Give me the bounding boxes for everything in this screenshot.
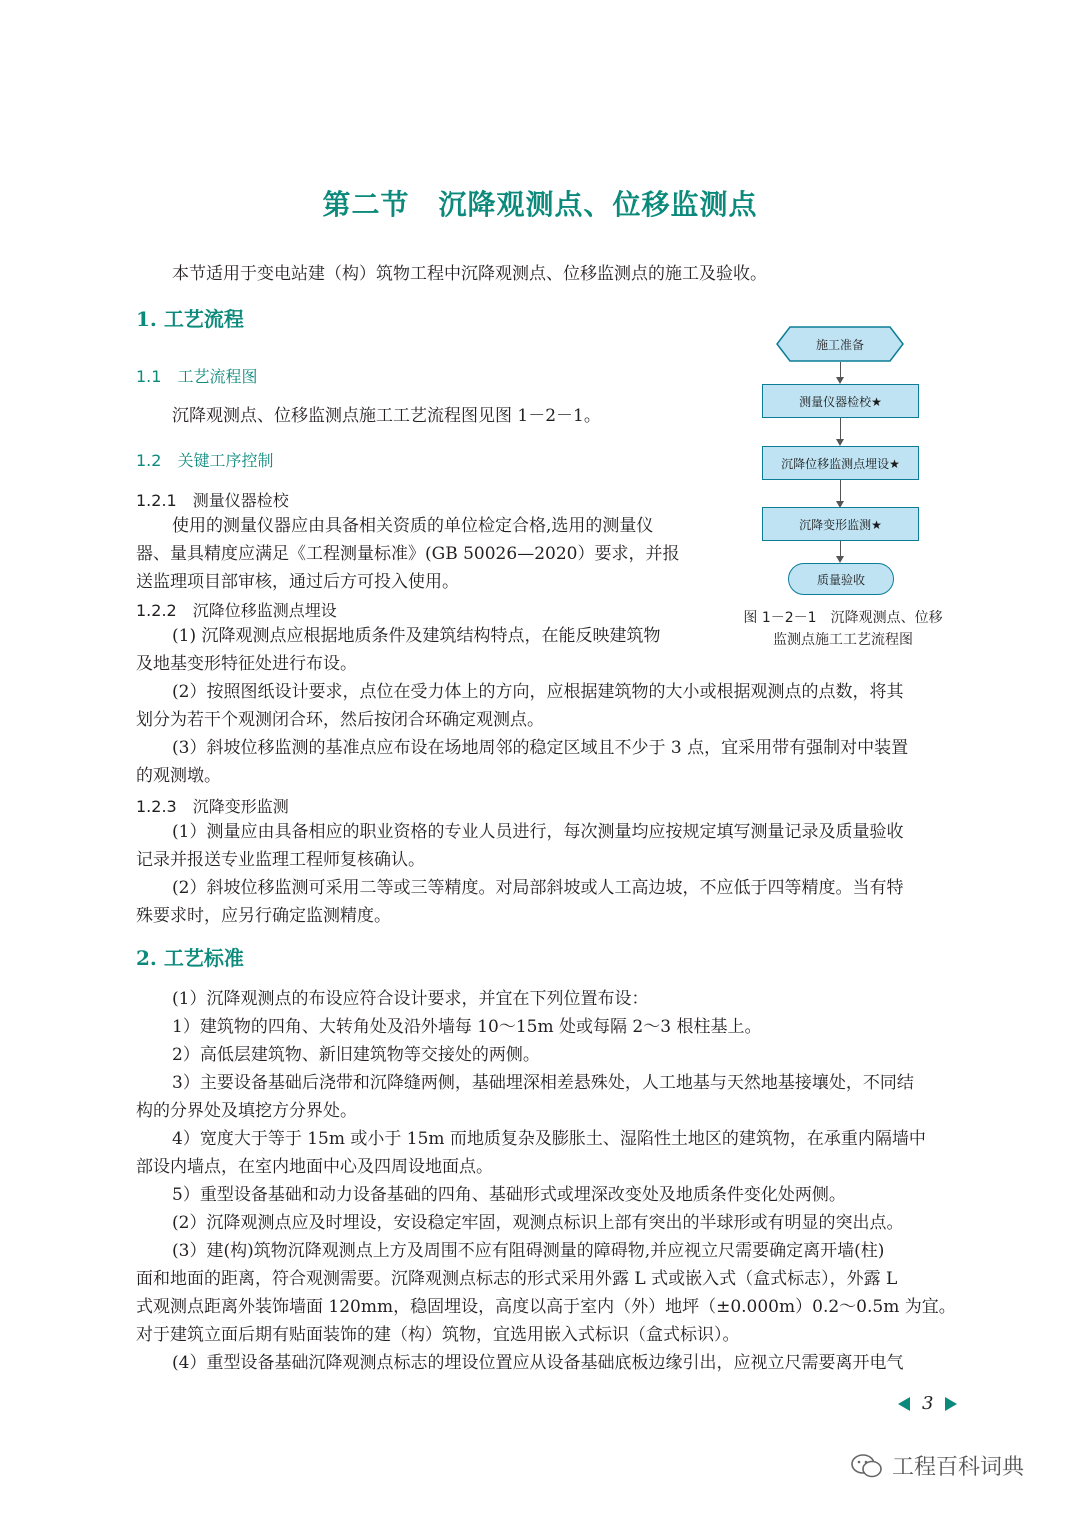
flowchart-reference: 沉降观测点、位移监测点施工工艺流程图见图 1－2－1。 [172, 406, 601, 426]
heading-process-flow: 1. 工艺流程 [136, 307, 244, 331]
paragraph-monitoring-2: (2）斜坡位移监测可采用二等或三等精度。对局部斜坡或人工高边坡，不应低于四等精度。当有特 殊要求时，应另行确定监测精度。 [136, 878, 904, 926]
flow-step-monitoring: 沉降变形监测★ [762, 507, 919, 541]
intro-paragraph: 本节适用于变电站建（构）筑物工程中沉降观测点、位移监测点的施工及验收。 [172, 264, 767, 284]
paragraph-embedding-2: (2）按照图纸设计要求，点位在受力体上的方向，应根据建筑物的大小或根据观测点的点数，将其 划分为若干个观测闭合环，然后按闭合环确定观测点。 [136, 682, 904, 730]
paragraph-monitoring-1: (1）测量应由具备相应的职业资格的专业人员进行，每次测量均应按规定填写测量记录及质量验收 记录并报送专业监理工程师复核确认。 [136, 822, 904, 870]
previous-page-icon[interactable] [898, 1397, 910, 1411]
page-number: 3 [922, 1393, 934, 1414]
heading-instrument-calibration: 1.2.1 测量仪器检校 [136, 491, 289, 510]
paragraph-instrument-calibration: 使用的测量仪器应由具备相关资质的单位检定合格,选用的测量仪 器、量具精度应满足《工程测量标准》(GB 50026—2020）要求，并报 送监理项目部审核，通过后方可投入使用。 [136, 516, 680, 592]
flow-arrow [840, 541, 841, 561]
flow-arrow [840, 362, 841, 382]
paragraph-embedding-3: (3）斜坡位移监测的基准点应布设在场地周邻的稳定区域且不少于 3 点，宜采用带有强制对中装置 的观测墩。 [136, 738, 909, 786]
section2-body: (1）沉降观测点的布设应符合设计要求，并宜在下列位置布设： 1）建筑物的四角、大转角处及沿外墙每 10～15m 处或每隔 2～3 根柱基上。 2）高低层建筑物、新旧建筑物等交接处的两侧。 3）主要设备基础后浇带和沉降缝两侧，基础埋深相差悬殊处，人工地基与天然地基接壤处，不同结 构的分界处及填挖方分界处。 4）宽度大于等于 15m 或小于 15m 而地质复杂及膨胀土、湿陷性土地区的建筑物，在承重内隔墙中 部设内墙点，在室内地面中心及四周设地面点。 5）重型设备基础和动力设备基础的四角、基础形式或埋深改变处及地质条件变化处两侧。 (2）沉降观测点应及时埋设，安设稳定牢固，观测点标识上部有突出的半球形或有明显的突出点。 (3）建(构)筑物沉降观测点上方及周围不应有阻碍测量的障碍物,并应视立尺需要确定离开墙(柱) 面和地面的距离，符合观测需要。沉降观测点标志的形式采用外露 L 式或嵌入式（盒式标志），外露 L 式观测点距离外装饰墙面 120mm，稳固埋设，高度以高于室内（外）地坪（±0.000m）0.2～0.5m 为宜。 对于建筑立面后期有贴面装饰的建（构）筑物，宜选用嵌入式标识（盒式标识）。 (4）重型设备基础沉降观测点标志的埋设位置应从设备基础底板边缘引出，应视立尺需要离开电气 [136, 989, 956, 1373]
heading-key-control: 1.2 关键工序控制 [136, 451, 274, 470]
heading-point-embedding: 1.2.2 沉降位移监测点埋设 [136, 601, 337, 620]
flow-step-prepare: 施工准备 [815, 337, 864, 352]
flow-step-acceptance: 质量验收 [788, 563, 894, 595]
flow-step-calibration: 测量仪器检校★ [762, 384, 919, 418]
wechat-icon [850, 1452, 884, 1480]
flow-arrow [840, 418, 841, 444]
heading-deformation-monitoring: 1.2.3 沉降变形监测 [136, 797, 289, 816]
watermark [850, 1450, 1024, 1481]
next-page-icon[interactable] [945, 1397, 957, 1411]
heading-flowchart: 1.1 工艺流程图 [136, 367, 258, 386]
heading-process-standard: 2. 工艺标准 [136, 946, 244, 970]
page-navigation [898, 1393, 957, 1414]
flow-step-embedding: 沉降位移监测点埋设★ [762, 446, 919, 480]
watermark-text: 工程百科词典 [892, 1455, 1025, 1480]
paragraph-embedding-1: (1) 沉降观测点应根据地质条件及建筑结构特点，在能反映建筑物 及地基变形特征处进行布设。 [136, 626, 661, 674]
flow-arrow [840, 480, 841, 506]
section-title: 第二节 沉降观测点、位移监测点 [322, 188, 758, 221]
figure-caption: 图 1－2－1 沉降观测点、位移 监测点施工工艺流程图 [743, 610, 943, 648]
